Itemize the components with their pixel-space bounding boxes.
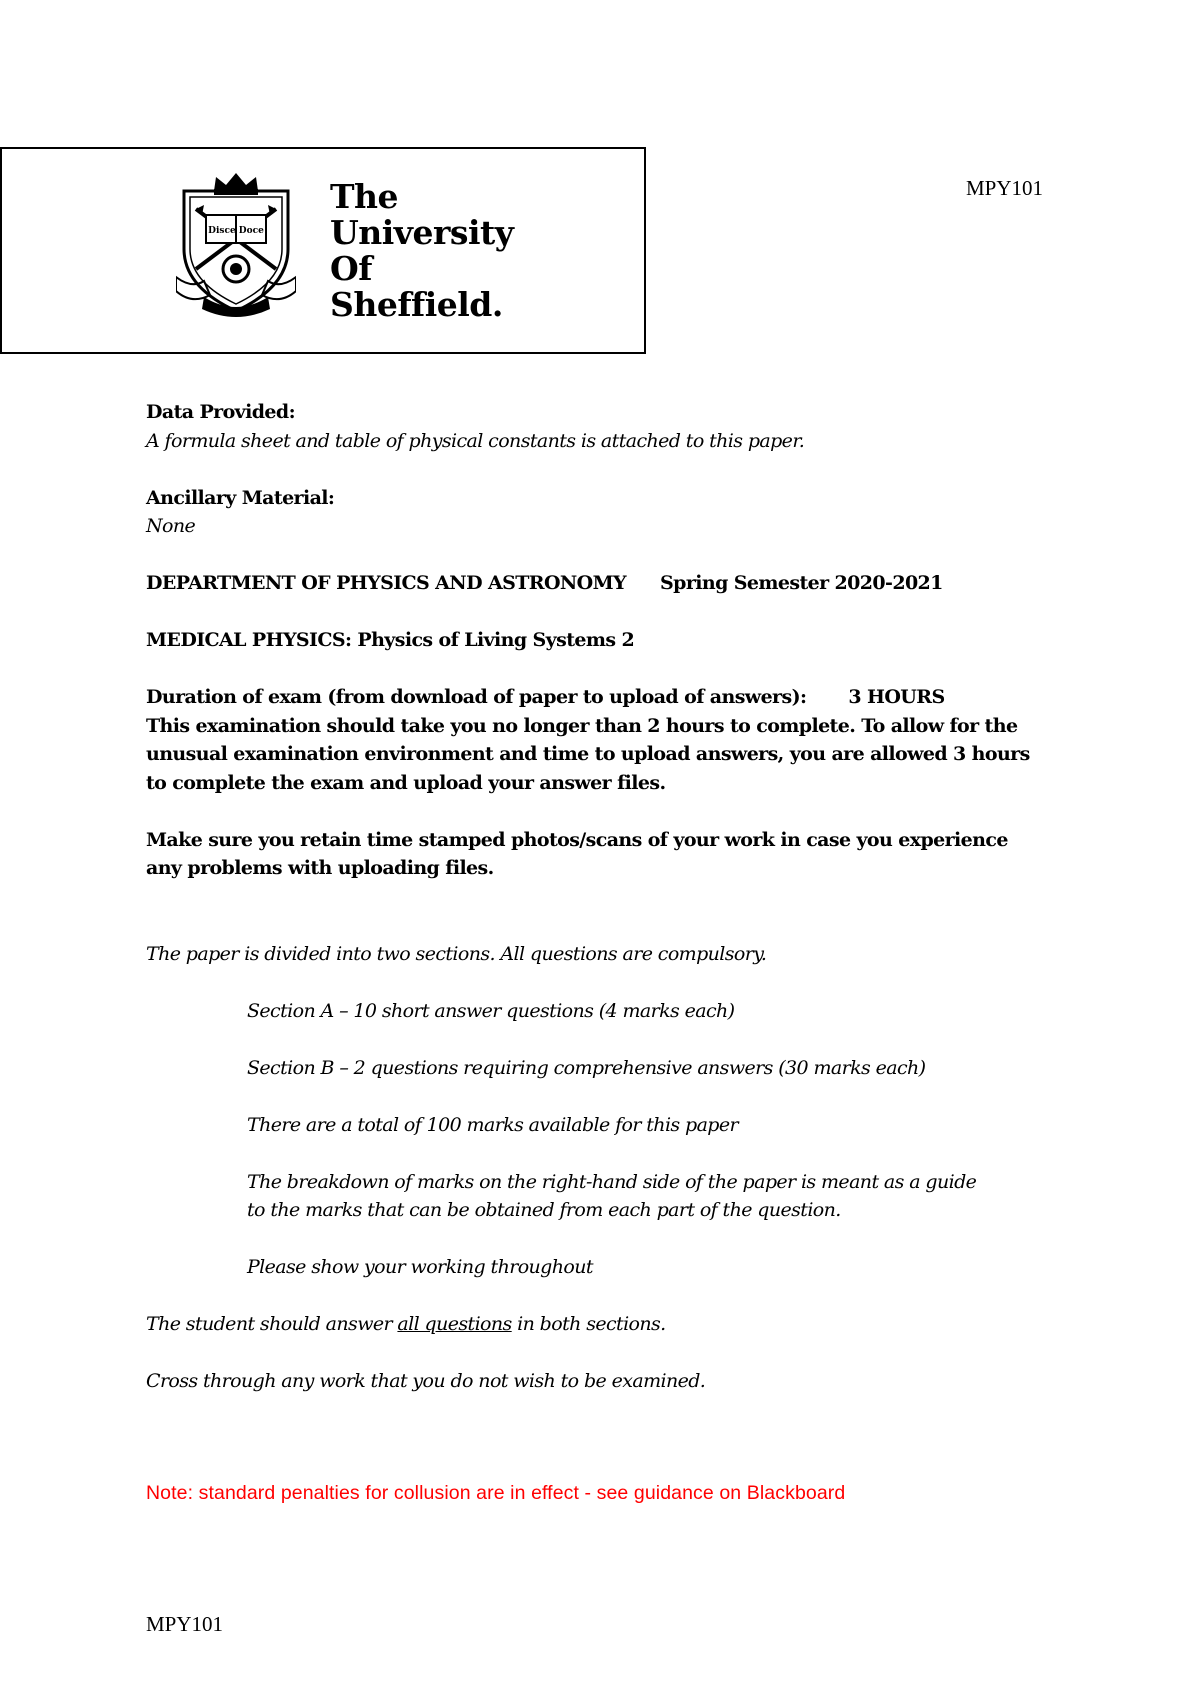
breakdown-info-2: to the marks that can be obtained from each part of the question. (247, 1199, 841, 1221)
module-code-footer: MPY101 (146, 1612, 224, 1636)
breakdown-info-1: The breakdown of marks on the right-hand side of the paper is meant as a guide (247, 1170, 977, 1193)
svg-text:Disce Doce: Disce Doce (208, 226, 264, 236)
university-wordmark (330, 179, 513, 323)
duration-detail-3: to complete the exam and upload your answer files. (146, 771, 666, 794)
duration-value: 3 HOURS (848, 686, 945, 708)
module-title: MEDICAL PHYSICS: Physics of Living Systems 2 (146, 629, 635, 651)
duration-line (146, 683, 1106, 712)
answer-all-underlined: all questions (397, 1313, 512, 1335)
department-line (146, 569, 1106, 598)
retain-notice-1: Make sure you retain time stamped photos/scans of your work in case you experience (146, 828, 1008, 851)
ancillary-text: None (146, 515, 196, 537)
ancillary-heading: Ancillary Material: (146, 486, 335, 509)
duration-detail-1: This examination should take you no longer than 2 hours to complete. To allow for the (146, 714, 1018, 737)
wordmark-line-3: Of (330, 249, 372, 288)
semester-term: Spring Semester 2020-2021 (660, 572, 943, 594)
data-provided-text: A formula sheet and table of physical constants is attached to this paper. (146, 429, 805, 452)
university-crest-icon (176, 169, 296, 319)
wordmark-line-1: The (330, 177, 399, 216)
collusion-note: Note: standard penalties for collusion are in effect - see guidance on Blackboard (146, 1482, 846, 1504)
section-b-info: Section B – 2 questions requiring comprehensive answers (30 marks each) (247, 1056, 926, 1079)
department-name: DEPARTMENT OF PHYSICS AND ASTRONOMY (146, 572, 627, 594)
exam-cover-content (146, 398, 1106, 1396)
instructions-intro: The paper is divided into two sections. All questions are compulsory. (146, 942, 767, 965)
section-a-info: Section A – 10 short answer questions (4 marks each) (247, 999, 735, 1022)
retain-notice-2: any problems with uploading files. (146, 857, 494, 879)
working-info: Please show your working throughout (247, 1256, 593, 1278)
wordmark-line-4: Sheffield. (330, 285, 503, 324)
answer-all-before: The student should answer (146, 1313, 398, 1335)
answer-all-after: in both sections. (511, 1313, 666, 1335)
university-logo-box (0, 147, 646, 354)
answer-all-line (146, 1310, 1106, 1339)
duration-detail-2: unusual examination environment and time to upload answers, you are allowed 3 hours (146, 743, 1030, 765)
data-provided-heading: Data Provided: (146, 401, 295, 423)
module-code-header: MPY101 (966, 176, 1044, 200)
total-marks-info: There are a total of 100 marks available for this paper (247, 1113, 738, 1136)
wordmark-line-2: University (330, 213, 514, 252)
duration-label: Duration of exam (from download of paper to upload of answers): (146, 686, 807, 708)
cross-through-info: Cross through any work that you do not wish to be examined. (146, 1370, 706, 1392)
